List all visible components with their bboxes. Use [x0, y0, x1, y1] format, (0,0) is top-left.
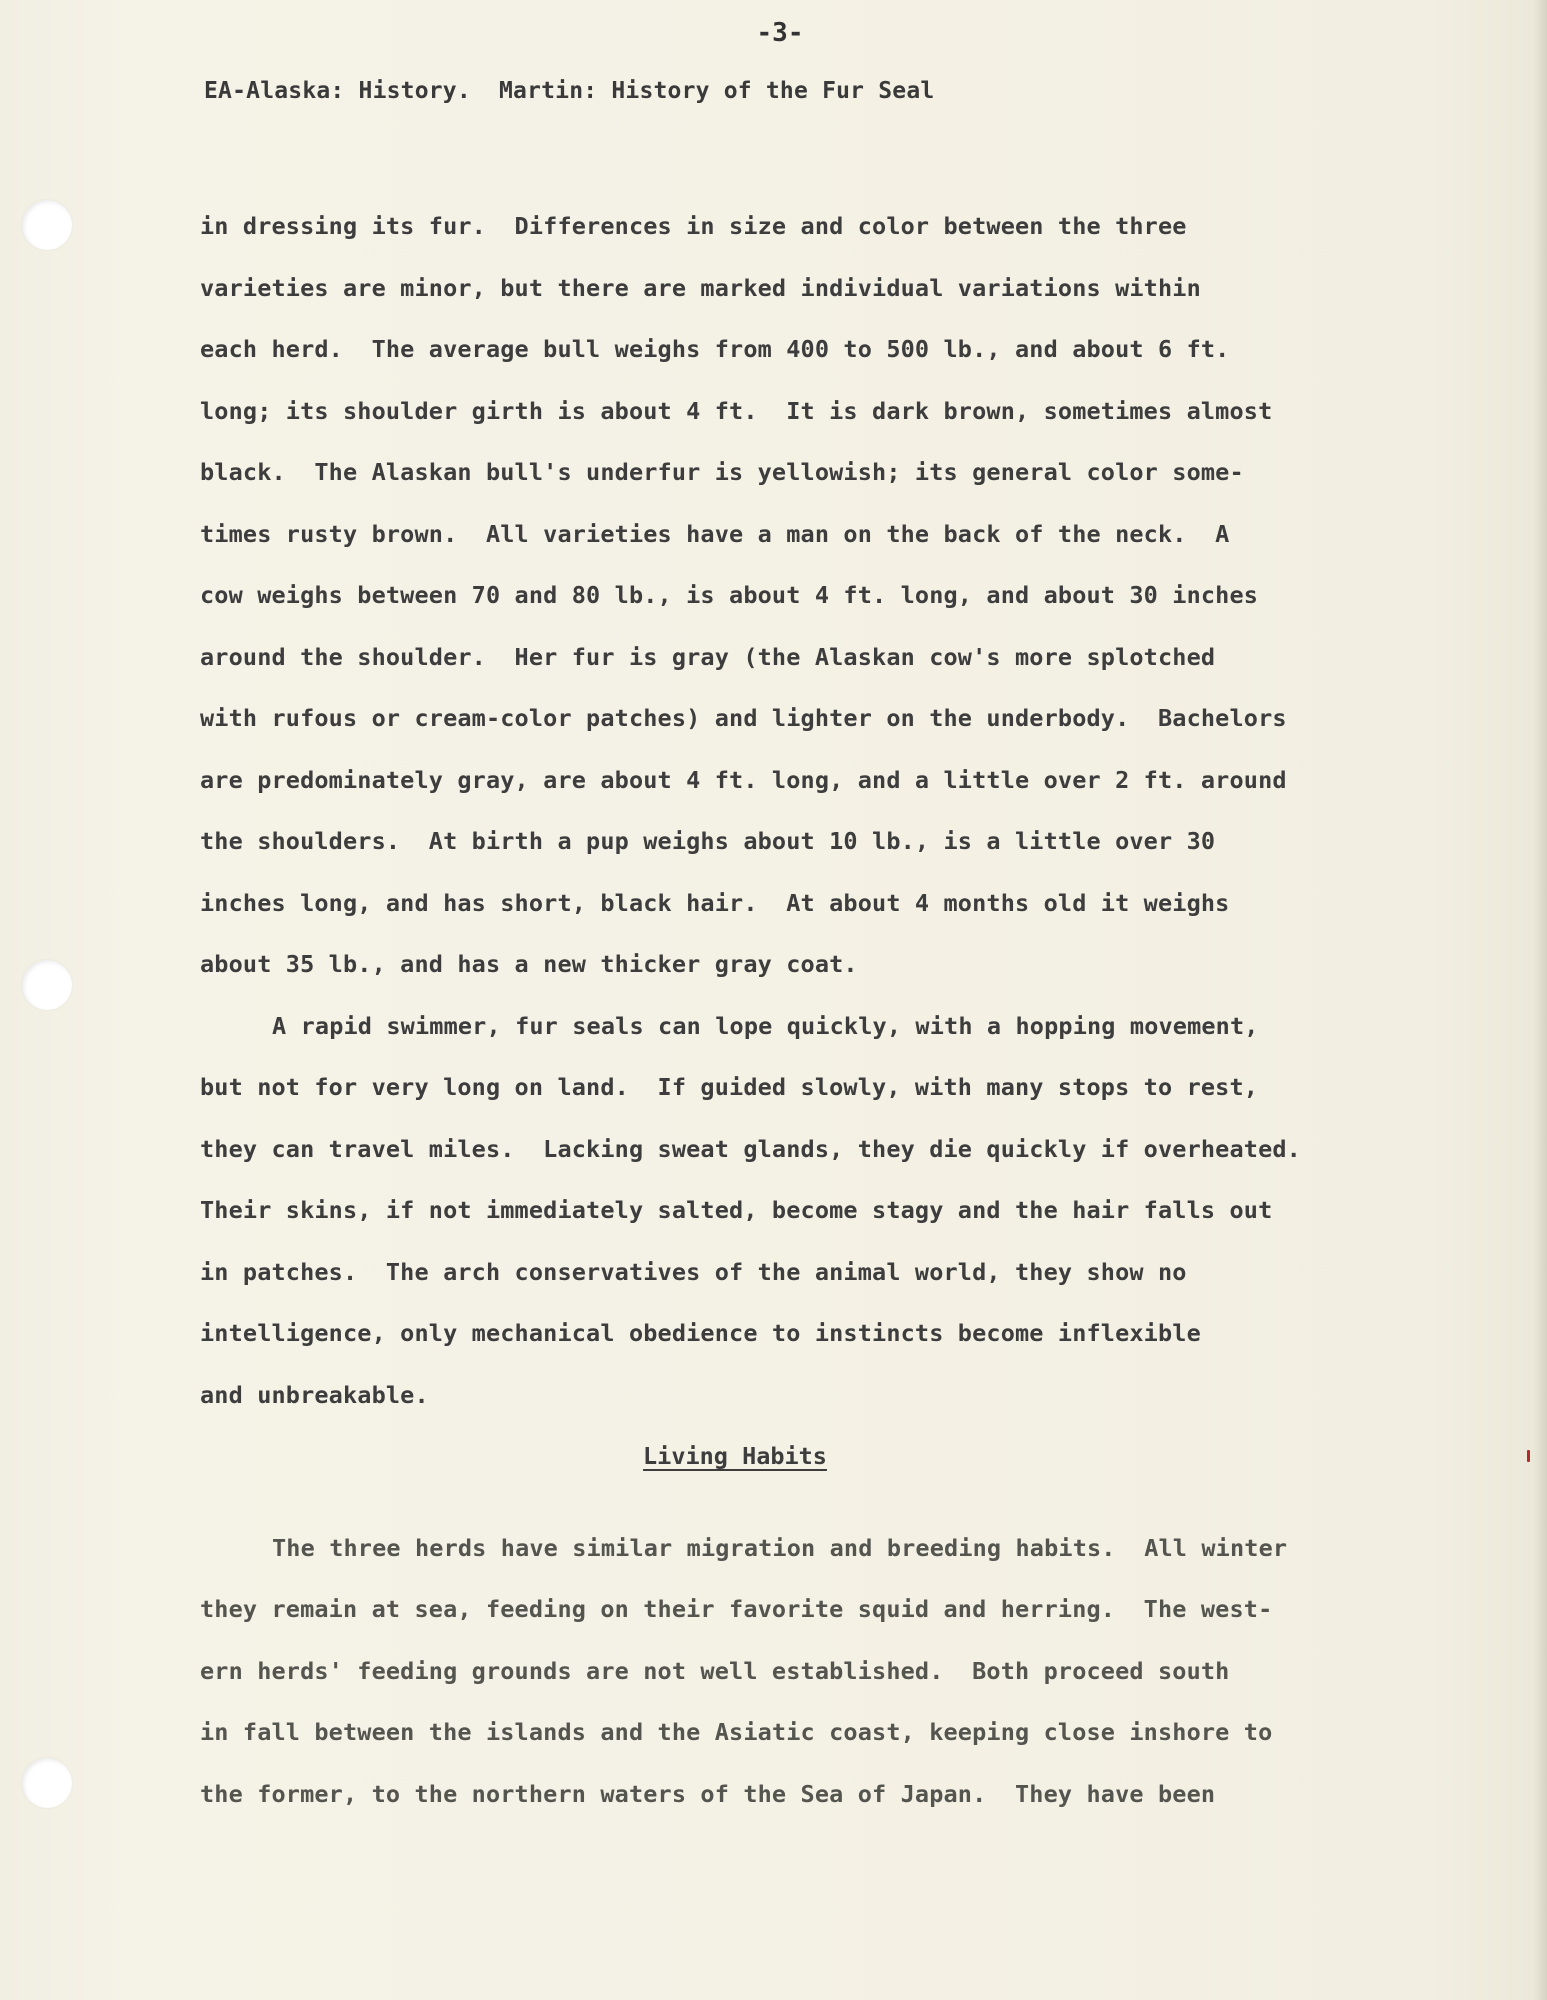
text-line: Their skins, if not immediately salted, become stagy and the hair falls out — [200, 1196, 1273, 1224]
section-heading — [200, 1426, 1270, 1488]
text-line: the former, to the northern waters of the Sea of Japan. They have been — [200, 1779, 1216, 1808]
text-line: A rapid swimmer, fur seals can lope quickly, with a hopping movement, — [272, 1011, 1259, 1040]
punch-hole-icon — [22, 960, 72, 1010]
text-line: in dressing its fur. Differences in size and color between the three — [200, 212, 1187, 240]
text-line: with rufous or cream-color patches) and lighter on the underbody. Bachelors — [200, 704, 1287, 732]
running-head: EA-Alaska: History. Martin: History of the Fur Seal — [204, 78, 935, 104]
paragraph-1 — [200, 196, 1400, 996]
text-line: times rusty brown. All varieties have a man on the back of the neck. A — [200, 519, 1230, 548]
text-line: black. The Alaskan bull's underfur is yellowish; its general color some- — [200, 458, 1244, 486]
text-line: intelligence, only mechanical obedience to instincts become inflexible — [200, 1319, 1201, 1347]
text-line: the shoulders. At birth a pup weighs about 10 lb., is a little over 30 — [200, 827, 1216, 855]
text-line: but not for very long on land. If guided slowly, with many stops to rest, — [200, 1073, 1259, 1101]
text-line: The three herds have similar migration and breeding habits. All winter — [272, 1533, 1288, 1562]
text-line: long; its shoulder girth is about 4 ft. It is dark brown, sometimes almost — [200, 396, 1273, 425]
text-line: around the shoulder. Her fur is gray (the Alaskan cow's more splotched — [200, 642, 1216, 671]
page-edge-shadow — [1533, 0, 1547, 2000]
text-line: about 35 lb., and has a new thicker gray coat. — [200, 950, 858, 978]
text-line: varieties are minor, but there are marked individual variations within — [200, 273, 1201, 302]
text-line: cow weighs between 70 and 80 lb., is about 4 ft. long, and about 30 inches — [200, 581, 1259, 609]
punch-hole-icon — [22, 200, 72, 250]
punch-hole-icon — [22, 1758, 72, 1808]
section-heading-text: Living Habits — [643, 1442, 827, 1470]
paragraph-3 — [200, 1518, 1400, 1826]
text-line: they remain at sea, feeding on their favorite squid and herring. The west- — [200, 1595, 1273, 1623]
text-line: they can travel miles. Lacking sweat glands, they die quickly if overheated. — [200, 1134, 1301, 1163]
text-line: and unbreakable. — [200, 1380, 429, 1409]
text-line: in fall between the islands and the Asiatic coast, keeping close inshore to — [200, 1718, 1273, 1746]
spacer — [200, 1488, 1400, 1518]
page-number: -3- — [756, 18, 804, 48]
text-line: in patches. The arch conservatives of the animal world, they show no — [200, 1257, 1187, 1286]
text-line: each herd. The average bull weighs from 400 to 500 lb., and about 6 ft. — [200, 335, 1230, 363]
text-line: inches long, and has short, black hair. At about 4 months old it weighs — [200, 888, 1230, 917]
text-line: ern herds' feeding grounds are not well established. Both proceed south — [200, 1656, 1230, 1685]
ink-mark — [1527, 1450, 1530, 1462]
paragraph-2 — [200, 996, 1400, 1427]
body-text — [200, 196, 1400, 1825]
text-line: are predominately gray, are about 4 ft. long, and a little over 2 ft. around — [200, 765, 1287, 794]
